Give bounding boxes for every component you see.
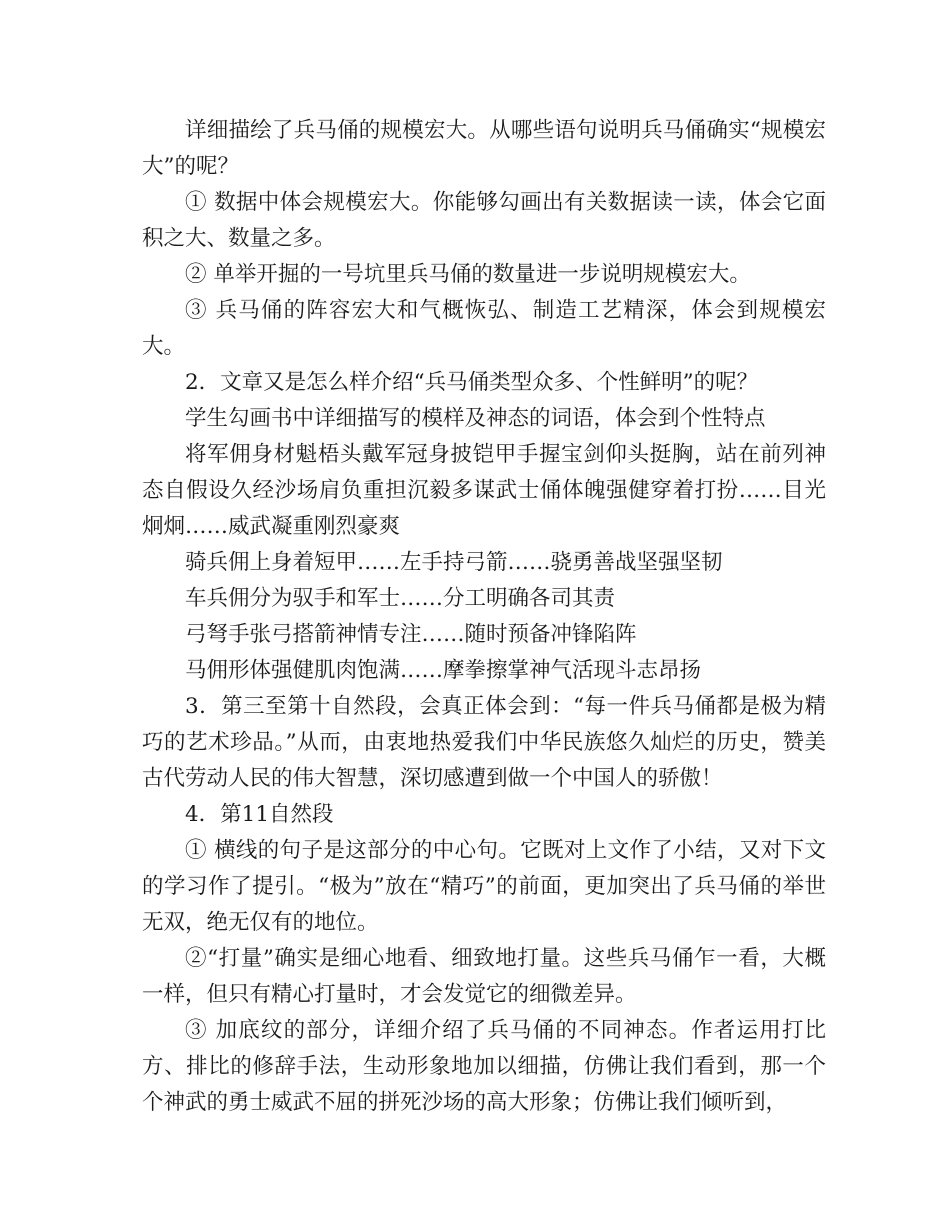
paragraph-chariot-figures: 车兵佣分为驭手和军士……分工明确各司其责 xyxy=(185,586,616,611)
paragraph-question-2: 2．文章又是怎么样介绍“兵马俑类型众多、个性鲜明”的呢？ xyxy=(185,370,759,395)
paragraph-section-3: 3．第三至第十自然段，会真正体会到：“每一件兵马俑都是极为精巧的艺术珍品。”从而，由衷地热爱我们中华民族悠久灿烂的历史，赞美古代劳动人民的伟大智慧，深切感遭到做一个中国人的骄傲！ xyxy=(142,694,826,791)
paragraph-point-2: ② 单举开掘的一号坑里兵马俑的数量进一步说明规模宏大。 xyxy=(185,262,751,287)
paragraph-point-1: ① 数据中体会规模宏大。你能够勾画出有关数据读一读，体会它面积之大、数量之多。 xyxy=(142,190,826,251)
paragraph-section-4-point-2: ②“打量”确实是细心地看、细致地打量。这些兵马俑乍一看，大概一样，但只有精心打量时，才会发觉它的细微差异。 xyxy=(142,946,826,1007)
paragraph-archer-figures: 弓弩手张弓搭箭神情专注……随时预备冲锋陷阵 xyxy=(185,622,637,647)
paragraph-general-figures: 将军佣身材魁梧头戴军冠身披铠甲手握宝剑仰头挺胸，站在前列神态自假设久经沙场肩负重担沉毅多谋武士俑体魄强健穿着打扮……目光炯炯……威武凝重刚烈豪爽 xyxy=(142,442,826,539)
document-body xyxy=(142,113,826,1121)
paragraph-section-4-point-3: ③ 加底纹的部分，详细介绍了兵马俑的不同神态。作者运用打比方、排比的修辞手法，生动形象地加以细描，仿佛让我们看到，那一个个神武的勇士威武不屈的拼死沙场的高大形象；仿佛让我们倾听到， xyxy=(142,1018,826,1115)
paragraph-student-task: 学生勾画书中详细描写的模样及神态的词语，体会到个性特点 xyxy=(185,406,766,431)
paragraph-horse-figures: 马佣形体强健肌肉饱满……摩拳擦掌神气活现斗志昂扬 xyxy=(185,658,702,683)
paragraph-intro: 详细描绘了兵马俑的规模宏大。从哪些语句说明兵马俑确实“规模宏大”的呢？ xyxy=(142,118,826,179)
paragraph-section-4-heading: 4．第11自然段 xyxy=(185,802,334,827)
paragraph-cavalry-figures: 骑兵佣上身着短甲……左手持弓箭……骁勇善战坚强坚韧 xyxy=(185,550,723,575)
paragraph-point-3: ③ 兵马俑的阵容宏大和气概恢弘、制造工艺精深，体会到规模宏大。 xyxy=(142,298,826,359)
paragraph-section-4-point-1: ① 横线的句子是这部分的中心句。它既对上文作了小结，又对下文的学习作了提引。“极为”放在“精巧”的前面，更加突出了兵马俑的举世无双，绝无仅有的地位。 xyxy=(142,838,826,935)
